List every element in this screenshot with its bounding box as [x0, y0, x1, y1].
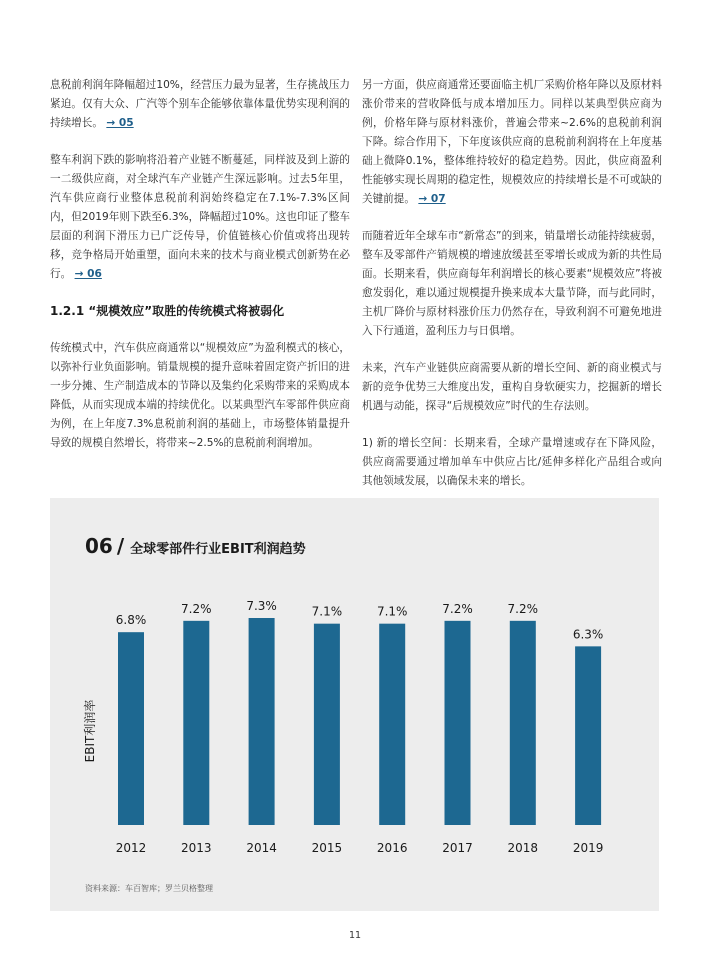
x-tick-label: 2015 [311, 841, 343, 855]
paragraph: 息税前利润年降幅超过10%，经营压力最为显著，生存挑战压力紧迫。仅有大众、广汽等个别车企能够依靠体量优势实现利润的持续增长。 → 05 [50, 79, 350, 129]
paragraph: 未来，汽车产业链供应商需要从新的增长空间、新的商业模式与新的竞争优势三大维度出发，重构自身软硬实力，挖掘新的增长机遇与动能，探寻“后规模效应”时代的生存法则。 [362, 362, 662, 412]
x-tick-label: 2014 [246, 841, 277, 855]
bar-2012 [118, 632, 144, 825]
bar-2015 [314, 624, 340, 825]
figure-title-text: 全球零部件行业EBIT利润趋势 [130, 542, 306, 557]
data-label: 7.1% [376, 604, 408, 619]
paragraph: 整车利润下跌的影响将沿着产业链不断蔓延，同样波及到上游的一二级供应商，对全球汽车产业链产生深远影响。过去5年里，汽车供应商行业整体息税前利润始终稳定在7.1%-7.3%区间内，但2019年则下跌至6.3%，降幅超过10%。这也印证了整车层面的利润下滑压力已广泛传导，价值链核心价值或将出现转移，竞争格局开始重塑，面向未来的技术与商业模式创新势在必行。 → 06 [50, 154, 350, 280]
data-label: 7.2% [181, 601, 212, 616]
left-column [50, 76, 350, 471]
bar-2016 [379, 624, 405, 825]
bar-2014 [249, 618, 275, 825]
data-label: 7.1% [311, 604, 343, 619]
section-heading: 1.2.1 “规模效应”取胜的传统模式将被弱化 [50, 304, 285, 318]
data-label: 6.3% [572, 627, 604, 642]
page-number: 11 [348, 930, 362, 941]
x-tick-label: 2016 [376, 841, 408, 855]
data-label: 7.2% [507, 601, 539, 616]
bar-2019 [575, 646, 601, 825]
data-label: 7.2% [442, 601, 473, 616]
figure-title-separator: / [116, 534, 125, 558]
figure-link-06[interactable]: → 06 [74, 268, 102, 280]
data-label: 6.8% [115, 613, 147, 628]
bar-2013 [183, 621, 209, 825]
y-axis-label: EBIT利润率 [83, 699, 97, 763]
figure-link-07[interactable]: → 07 [418, 193, 446, 205]
figure-source: 资料来源：车百智库；罗兰贝格整理 [85, 884, 213, 893]
x-tick-label: 2012 [115, 841, 147, 855]
figure-link-05[interactable]: → 05 [106, 117, 134, 129]
data-label: 7.3% [246, 599, 277, 613]
paragraph: 另一方面，供应商通常还要面临主机厂采购价格年降以及原材料涨价带来的营收降低与成本增加压力。同样以某典型供应商为例，价格年降与原材料涨价，普遍会带来~2.6%的息税前利润下降。综合作用下，下年度该供应商的息税前利润将在上年度基础上微降0.1%，整体维持较好的稳定趋势。因此，供应商盈利性能够实现长周期的稳定性，规模效应的持续增长是不可或缺的关键前提。 → 07 [362, 79, 662, 205]
paragraph: 而随着近年全球车市“新常态”的到来，销量增长动能持续疲弱，整车及零部件产销规模的增速放缓甚至零增长或成为新的共性局面。长期来看，供应商每年利润增长的核心要素“规模效应”将被愈发弱化，难以通过规模提升换来成本大量节降，而与此同时，主机厂降价与原材料涨价压力仍然存在，导致利润不可避免地进入下行通道，盈利压力与日俱增。 [362, 230, 662, 337]
paragraph: 1) 新的增长空间：长期来看，全球产量增速或存在下降风险，供应商需要通过增加单车中供应占比/延伸多样化产品组合或向其他领域发展，以确保未来的增长。 [362, 437, 662, 487]
x-tick-label: 2017 [442, 841, 473, 855]
figure-number: 06 [85, 534, 113, 558]
right-column [362, 76, 662, 509]
ebit-bar-chart [50, 498, 659, 911]
x-tick-label: 2019 [572, 841, 604, 855]
x-tick-label: 2018 [507, 841, 539, 855]
bar-2017 [445, 621, 471, 825]
paragraph: 传统模式中，汽车供应商通常以“规模效应”为盈利模式的核心，以弥补行业负面影响。销量规模的提升意味着固定资产折旧的进一步分摊、生产制造成本的节降以及集约化采购带来的采购成本降低，从而实现成本端的持续优化。以某典型汽车零部件供应商为例，在上年度7.3%息税前利润的基础上，市场整体销量提升导致的规模自然增长，将带来~2.5%的息税前利润增加。 [50, 342, 350, 449]
x-tick-label: 2013 [181, 841, 212, 855]
bar-2018 [510, 621, 536, 825]
